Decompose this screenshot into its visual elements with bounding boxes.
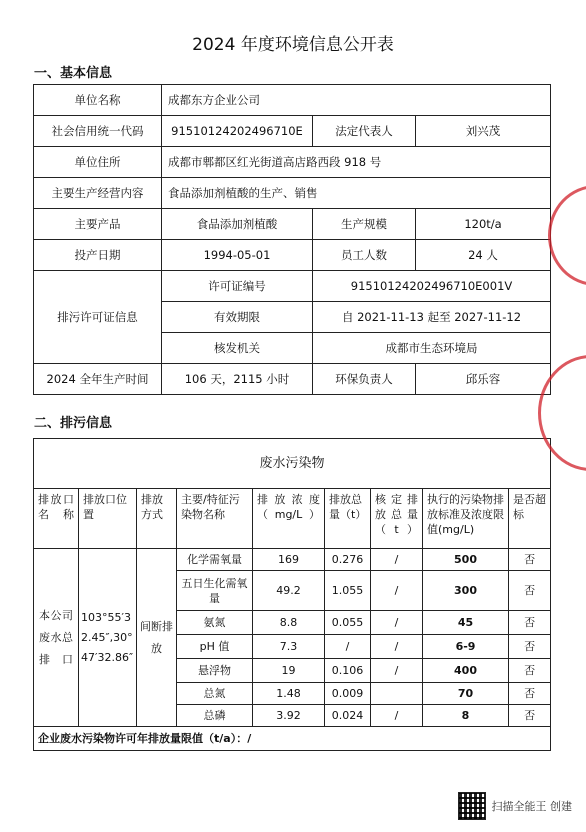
pollutant-limit: 400 (423, 659, 509, 683)
credit-code-value: 91510124202496710E (162, 116, 313, 147)
table-row (34, 271, 551, 302)
table-row (34, 364, 551, 395)
validity-value: 自 2021-11-13 起至 2027-11-12 (313, 302, 551, 333)
issuer-value: 成都市生态环境局 (313, 333, 551, 364)
outlet-position-cell: 103°55′32.45″,30°47′32.86″ (79, 549, 137, 727)
product-value: 食品添加剂植酸 (162, 209, 313, 240)
pollutant-total: 0.009 (325, 683, 371, 705)
pollutant-name: 五日生化需氧量 (177, 571, 253, 611)
label-cell: 核发机关 (162, 333, 313, 364)
table-row (34, 727, 551, 751)
permit-no-value: 91510124202496710E001V (313, 271, 551, 302)
basic-info-table (33, 84, 551, 395)
section-basic-info-heading: 一、基本信息 (34, 66, 113, 81)
pollutant-conc: 19 (253, 659, 325, 683)
label-cell: 社会信用统一代码 (34, 116, 162, 147)
label-cell: 单位住所 (34, 147, 162, 178)
label-cell: 单位名称 (34, 85, 162, 116)
label-cell: 主要产品 (34, 209, 162, 240)
header-method: 排放方式 (137, 489, 177, 549)
pollutant-name: 总氮 (177, 683, 253, 705)
pollutant-total: 0.276 (325, 549, 371, 571)
pollutant-name: 总磷 (177, 705, 253, 727)
header-total: 排放总量（t） (325, 489, 371, 549)
table-row (34, 116, 551, 147)
pollutant-exceed: 否 (509, 571, 551, 611)
pollutant-total: / (325, 635, 371, 659)
outlet-name-cell: 本公司废水总排口 (34, 549, 79, 727)
env-manager-value: 邱乐容 (416, 364, 551, 395)
pollutant-limit: 6-9 (423, 635, 509, 659)
pollutant-approved: / (371, 659, 423, 683)
scanner-label: 扫描全能王 创建 (491, 800, 572, 813)
label-cell: 生产规模 (313, 209, 416, 240)
label-cell: 环保负责人 (313, 364, 416, 395)
pollutant-limit: 300 (423, 571, 509, 611)
start-date-value: 1994-05-01 (162, 240, 313, 271)
label-cell: 法定代表人 (313, 116, 416, 147)
address-value: 成都市郫都区红光街道高店路西段 918 号 (162, 147, 551, 178)
staff-value: 24 人 (416, 240, 551, 271)
pollutant-limit: 500 (423, 549, 509, 571)
header-standard: 执行的污染物排放标准及浓度限值(mg/L) (423, 489, 509, 549)
pollutant-name: 悬浮物 (177, 659, 253, 683)
table-row (34, 85, 551, 116)
header-pollutant: 主要/特征污染物名称 (177, 489, 253, 549)
pollutant-exceed: 否 (509, 635, 551, 659)
section-emission-heading: 二、排污信息 (34, 416, 113, 431)
pollutant-total: 0.024 (325, 705, 371, 727)
header-outlet-name: 排放口名称 (34, 489, 79, 549)
pollutant-exceed: 否 (509, 659, 551, 683)
header-exceed: 是否超标 (509, 489, 551, 549)
table-row (34, 209, 551, 240)
header-outlet-pos: 排放口位置 (79, 489, 137, 549)
company-seal-top (548, 185, 586, 286)
pollutant-conc: 169 (253, 549, 325, 571)
pollutant-conc: 8.8 (253, 611, 325, 635)
label-cell: 许可证编号 (162, 271, 313, 302)
pollutant-exceed: 否 (509, 549, 551, 571)
pollutant-exceed: 否 (509, 611, 551, 635)
pollutant-limit: 70 (423, 683, 509, 705)
label-cell: 排污许可证信息 (34, 271, 162, 364)
pollutant-conc: 3.92 (253, 705, 325, 727)
pollutant-name: 化学需氧量 (177, 549, 253, 571)
pollutant-approved: / (371, 635, 423, 659)
table-row (34, 439, 551, 489)
header-approved: 核定排放总量（t） (371, 489, 423, 549)
qr-code-icon (458, 792, 486, 820)
pollutant-approved (371, 683, 423, 705)
table-header-row (34, 489, 551, 549)
pollutant-approved: / (371, 611, 423, 635)
table-row (34, 549, 551, 571)
label-cell: 主要生产经营内容 (34, 178, 162, 209)
label-cell: 2024 全年生产时间 (34, 364, 162, 395)
wastewater-table (33, 438, 551, 751)
pollutant-approved: / (371, 571, 423, 611)
pollutant-approved: / (371, 705, 423, 727)
unit-name-value: 成都东方企业公司 (162, 85, 551, 116)
discharge-method-cell: 间断排放 (137, 549, 177, 727)
pollutant-approved: / (371, 549, 423, 571)
label-cell: 员工人数 (313, 240, 416, 271)
table-row (34, 178, 551, 209)
label-cell: 投产日期 (34, 240, 162, 271)
table-row (34, 147, 551, 178)
table-row (34, 240, 551, 271)
header-conc: 排放浓度（mg/L） (253, 489, 325, 549)
pollutant-total: 0.106 (325, 659, 371, 683)
wastewater-caption: 废水污染物 (34, 439, 551, 489)
business-value: 食品添加剂植酸的生产、销售 (162, 178, 551, 209)
label-cell: 有效期限 (162, 302, 313, 333)
pollutant-name: 氨氮 (177, 611, 253, 635)
pollutant-name: pH 值 (177, 635, 253, 659)
pollutant-limit: 8 (423, 705, 509, 727)
pollutant-conc: 7.3 (253, 635, 325, 659)
annual-limit-footer: 企业废水污染物许可年排放量限值（t/a）：/ (34, 727, 551, 751)
pollutant-limit: 45 (423, 611, 509, 635)
pollutant-exceed: 否 (509, 683, 551, 705)
pollutant-total: 0.055 (325, 611, 371, 635)
legal-rep-value: 刘兴茂 (416, 116, 551, 147)
production-time-value: 106 天，2115 小时 (162, 364, 313, 395)
pollutant-total: 1.055 (325, 571, 371, 611)
scanner-watermark (458, 792, 573, 820)
pollutant-conc: 49.2 (253, 571, 325, 611)
page-title: 2024 年度环境信息公开表 (192, 35, 394, 55)
scale-value: 120t/a (416, 209, 551, 240)
pollutant-exceed: 否 (509, 705, 551, 727)
pollutant-conc: 1.48 (253, 683, 325, 705)
